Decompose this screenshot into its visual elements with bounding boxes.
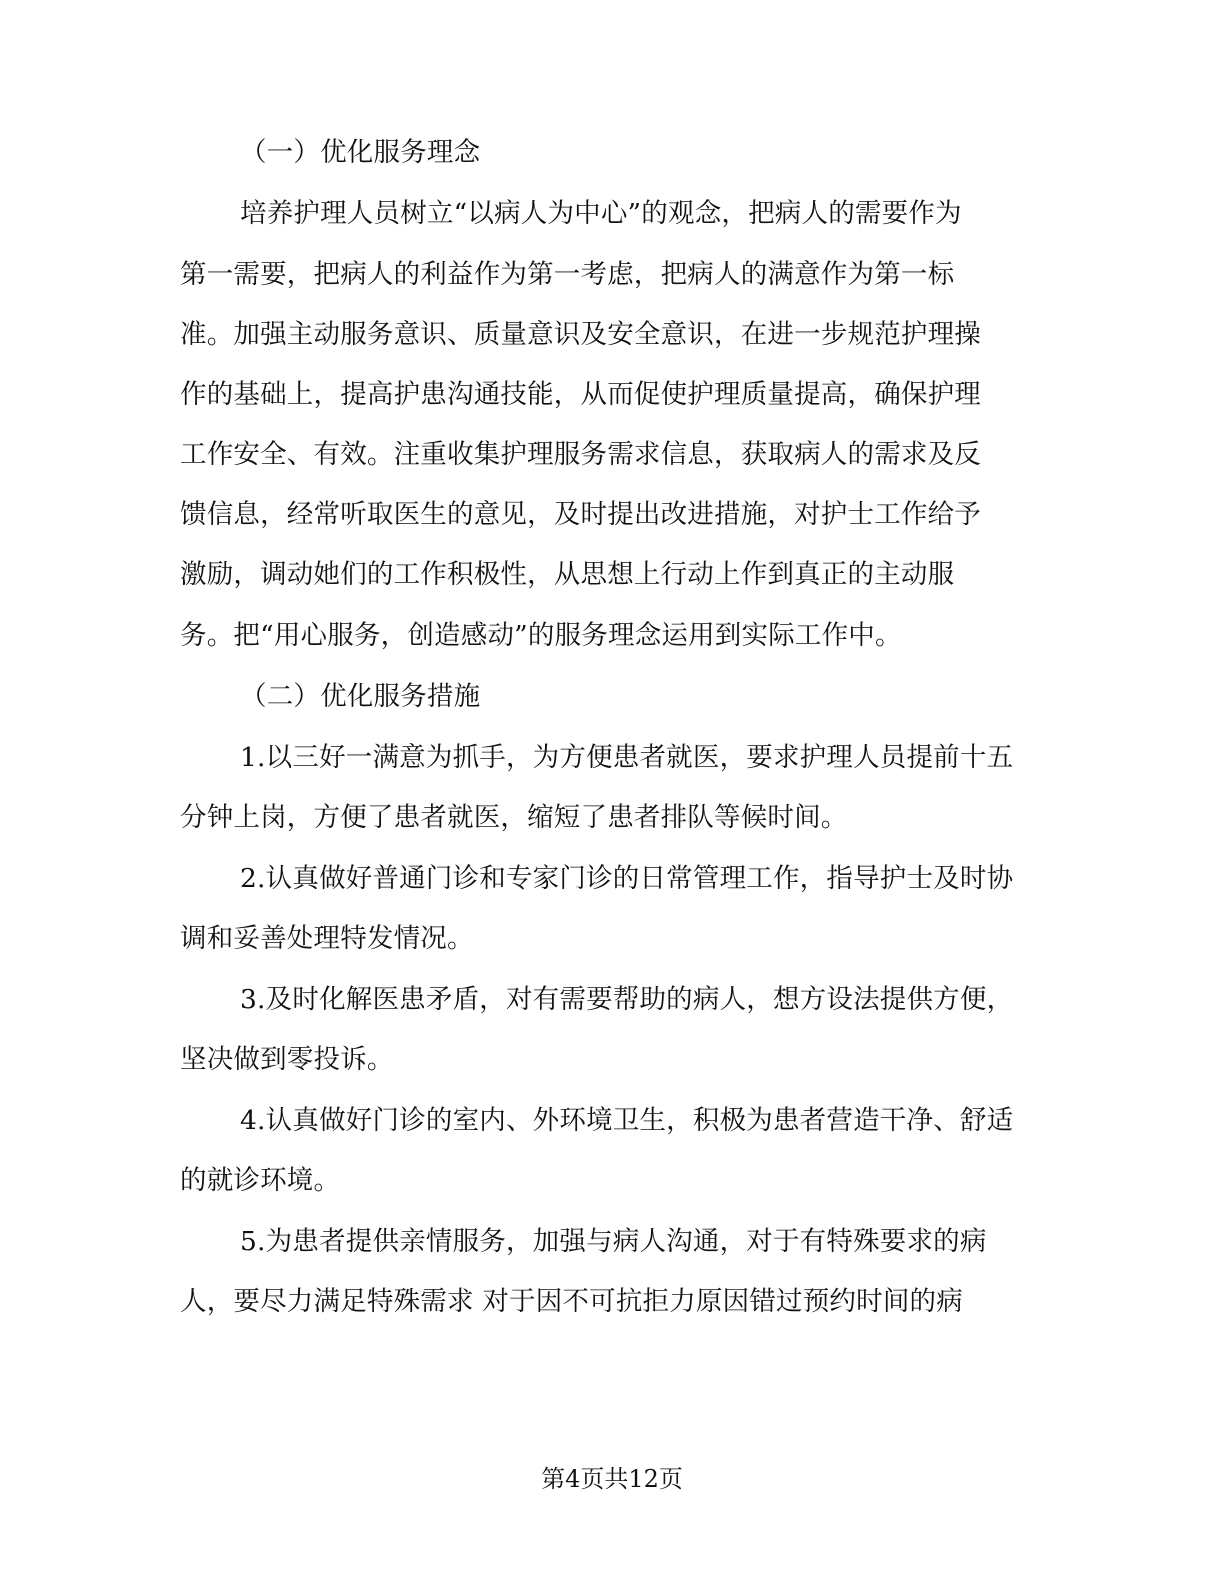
page-number-footer: 第4页共12页 [541,1465,683,1493]
paragraph-line: 务。把“用心服务，创造感动”的服务理念运用到实际工作中。 [180,620,902,651]
list-item-line: 4.认真做好门诊的室内、外环境卫生，积极为患者营造干净、舒适 [240,1105,1014,1136]
section-heading-1: （一）优化服务理念 [240,137,481,168]
list-item-line: 分钟上岗，方便了患者就医，缩短了患者排队等候时间。 [180,802,848,833]
paragraph-line: 第一需要，把病人的利益作为第一考虑，把病人的满意作为第一标 [180,259,955,290]
list-item-line: 的就诊环境。 [180,1165,341,1196]
list-item-line: 人，要尽力满足特殊需求 对于因不可抗拒力原因错过预约时间的病 [180,1286,963,1317]
paragraph-line: 准。加强主动服务意识、质量意识及安全意识，在进一步规范护理操 [180,319,981,350]
paragraph-line: 馈信息，经常听取医生的意见，及时提出改进措施，对护士工作给予 [180,499,981,530]
paragraph-line: 作的基础上，提高护患沟通技能，从而促使护理质量提高，确保护理 [180,379,981,410]
list-item-line: 1.以三好一满意为抓手，为方便患者就医，要求护理人员提前十五 [240,742,1014,773]
paragraph-line: 激励，调动她们的工作积极性，从思想上行动上作到真正的主动服 [180,559,955,590]
list-item-line: 5.为患者提供亲情服务，加强与病人沟通，对于有特殊要求的病 [240,1226,987,1257]
list-item-line: 调和妥善处理特发情况。 [180,923,474,954]
paragraph-line: 培养护理人员树立“以病人为中心”的观念，把病人的需要作为 [240,198,962,229]
paragraph-line: 工作安全、有效。注重收集护理服务需求信息，获取病人的需求及反 [180,439,981,470]
section-heading-2: （二）优化服务措施 [240,681,481,712]
list-item-line: 3.及时化解医患矛盾，对有需要帮助的病人，想方设法提供方便， [240,984,1014,1015]
list-item-line: 坚决做到零投诉。 [180,1044,394,1075]
list-item-line: 2.认真做好普通门诊和专家门诊的日常管理工作，指导护士及时协 [240,863,1014,894]
